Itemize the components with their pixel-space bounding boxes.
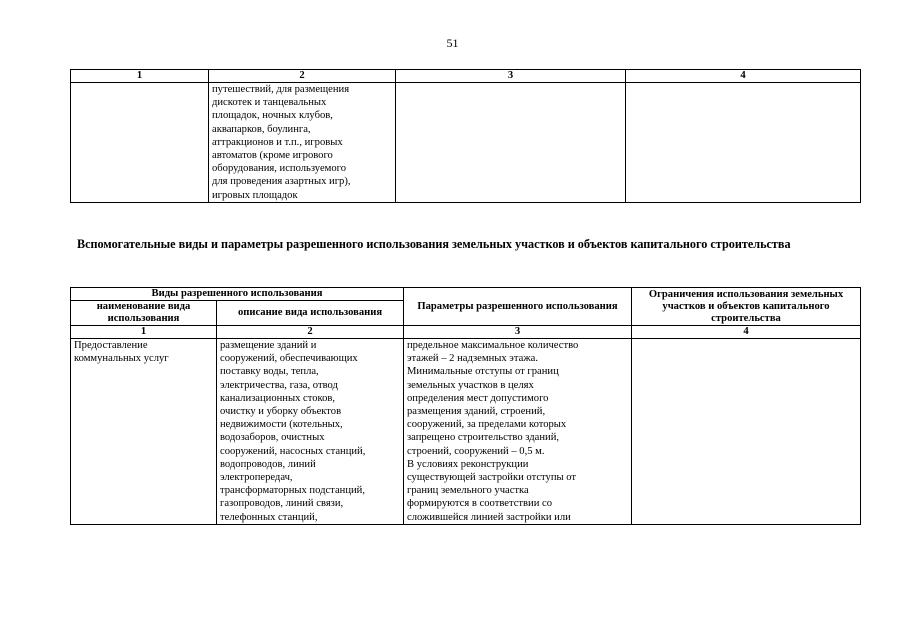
cell-use-description <box>217 339 404 525</box>
cell-col1 <box>71 83 209 203</box>
text-line: существующей застройки отступы от <box>407 472 577 484</box>
cell-col2-description <box>209 83 396 203</box>
text-line: сооружений, за пределами которых <box>407 419 567 431</box>
text-line: строений, сооружений – 0,5 м. <box>407 445 545 457</box>
text-line: электропередач, <box>220 472 293 484</box>
header-restrictions: Ограничения использования земельных участков и объектов капитального строительства <box>632 288 861 326</box>
table-row <box>71 339 861 525</box>
col-number-2: 2 <box>217 326 404 339</box>
text-line: для проведения азартных игр), <box>212 176 351 188</box>
text-line: предельное максимальное количество <box>407 340 579 351</box>
col-number-2: 2 <box>209 70 396 83</box>
auxiliary-uses-table <box>70 287 861 525</box>
header-uses-group: Виды разрешенного использования <box>71 288 404 301</box>
text-line: В условиях реконструкции <box>407 458 529 470</box>
col-number-4: 4 <box>632 326 861 339</box>
section-heading: Вспомогательные виды и параметры разрешенного использования земельных участков и объектов капитального строительства <box>77 237 791 251</box>
table-row <box>71 83 861 203</box>
text-line: запрещено строительство зданий, <box>407 432 560 444</box>
col-number-3: 3 <box>396 70 626 83</box>
text-line: оборудования, используемого <box>212 163 347 175</box>
header-row-1 <box>71 288 861 301</box>
text-line: автоматов (кроме игрового <box>212 150 333 162</box>
text-line: путешествий, для размещения <box>212 84 350 95</box>
text-line: трансформаторных подстанций, <box>220 485 365 497</box>
header-name-col: наименование вида использования <box>71 301 217 326</box>
text-line: аквапарков, боулинга, <box>212 123 311 135</box>
text-line: поставку воды, тепла, <box>220 366 319 378</box>
cell-col3 <box>396 83 626 203</box>
text-line: размещение зданий и <box>220 340 317 351</box>
col-number-4: 4 <box>626 70 861 83</box>
text-line: недвижимости (котельных, <box>220 419 343 431</box>
text-line: этажей – 2 надземных этажа. <box>407 353 538 365</box>
text-line: сложившейся линией застройки или <box>407 511 571 523</box>
text-line: площадок, ночных клубов, <box>212 110 333 122</box>
text-line: канализационных стоков, <box>220 392 336 404</box>
page-number: 51 <box>446 36 459 50</box>
col-number-1: 1 <box>71 326 217 339</box>
text-line: Минимальные отступы от границ <box>407 366 559 378</box>
text-line: очистку и уборку объектов <box>220 406 342 418</box>
text-line: аттракционов и т.п., игровых <box>212 136 343 148</box>
text-line: сооружений, обеспечивающих <box>220 353 358 365</box>
text-line: земельных участков в целях <box>407 379 534 391</box>
text-line: дискотек и танцевальных <box>212 97 327 109</box>
column-number-row <box>71 70 861 83</box>
column-number-row <box>71 326 861 339</box>
cell-parameters <box>404 339 632 525</box>
text-line: водопроводов, линий <box>220 458 316 470</box>
text-line: водозаборов, очистных <box>220 432 325 444</box>
text-line: игровых площадок <box>212 189 298 201</box>
text-line: определения мест допустимого <box>407 392 549 404</box>
text-line: границ земельного участка <box>407 485 529 497</box>
text-line: размещения зданий, строений, <box>407 406 546 418</box>
header-desc-col: описание вида использования <box>217 301 404 326</box>
cell-use-name: Предоставление коммунальных услуг <box>71 339 217 525</box>
text-line: телефонных станций, <box>220 511 318 523</box>
cell-col4 <box>626 83 861 203</box>
col-number-3: 3 <box>404 326 632 339</box>
text-line: формируются в соответствии со <box>407 498 553 510</box>
text-line: газопроводов, линий связи, <box>220 498 344 510</box>
header-params: Параметры разрешенного использования <box>404 288 632 326</box>
col-number-1: 1 <box>71 70 209 83</box>
text-line: сооружений, насосных станций, <box>220 445 366 457</box>
text-line: электричества, газа, отвод <box>220 379 338 391</box>
cell-restrictions <box>632 339 861 525</box>
continuation-table <box>70 69 861 203</box>
